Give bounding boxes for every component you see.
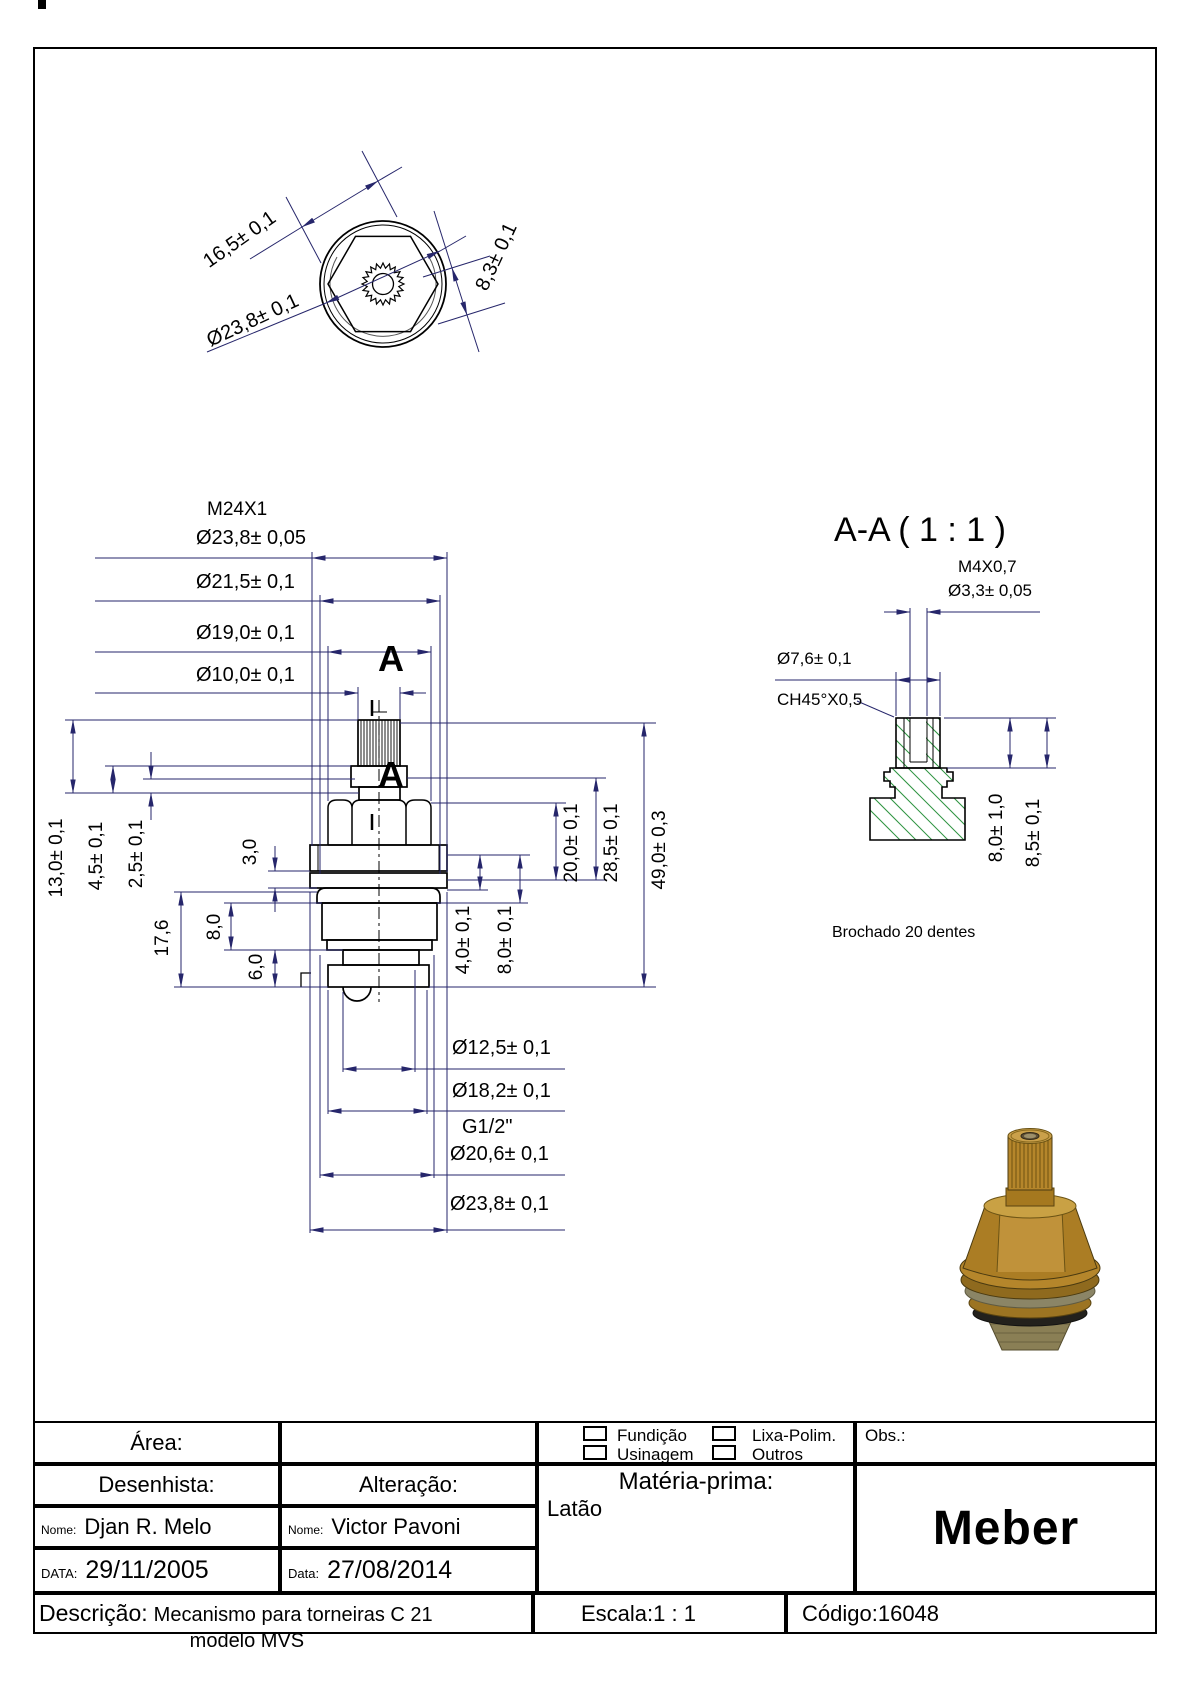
process-cell <box>537 1421 855 1464</box>
modified-date: 27/08/2014 <box>327 1556 453 1584</box>
desenhista-cell <box>33 1464 280 1506</box>
dim-top-diameter: Ø23,8± 0,1 <box>203 289 303 352</box>
section-marker-a-bottom: A <box>378 754 404 795</box>
front-view-dimensions <box>65 552 656 1233</box>
descricao-line2: modelo MVS <box>189 1630 305 1652</box>
dim-len-130: 13,0± 0,1 <box>46 818 68 898</box>
dim-dia-238-bottom: Ø23,8± 0,1 <box>450 1193 549 1215</box>
area-cell <box>33 1421 280 1464</box>
editor-name-cell <box>280 1506 537 1548</box>
lixa-label: Lixa-Polim. <box>752 1426 837 1445</box>
dim-thread-m4: M4X0,7 <box>958 557 1017 576</box>
dim-thread-g12: G1/2" <box>462 1116 513 1138</box>
lixa-checkbox[interactable] <box>712 1426 736 1441</box>
descricao-cell <box>33 1593 533 1652</box>
outros-checkbox[interactable] <box>712 1445 736 1460</box>
dim-dia-238-top: Ø23,8± 0,05 <box>196 527 306 549</box>
section-view-dimensions <box>775 608 1056 768</box>
materia-prima-label: Matéria-prima: <box>618 1468 774 1495</box>
created-date: 29/11/2005 <box>85 1556 209 1584</box>
top-view-geometry <box>320 221 446 347</box>
escala-value: 1 : 1 <box>653 1601 696 1626</box>
obs-cell <box>855 1421 1157 1464</box>
dim-chamfer: CH45°X0,5 <box>777 690 863 709</box>
dim-top-flat: 8,3± 0,1 <box>471 219 522 295</box>
drafter-name-cell <box>33 1506 280 1548</box>
dim-dia-125: Ø12,5± 0,1 <box>452 1037 551 1059</box>
dim-top-width: 16,5± 0,1 <box>199 206 281 273</box>
desenhista-label: Desenhista: <box>98 1472 215 1497</box>
created-date-cell <box>33 1548 280 1593</box>
dim-len-25: 2,5± 0,1 <box>126 819 148 889</box>
codigo-value: 16048 <box>877 1601 940 1626</box>
dim-dia-215: Ø21,5± 0,1 <box>196 571 295 593</box>
modified-date-cell <box>280 1548 537 1593</box>
section-note: Brochado 20 dentes <box>832 924 976 941</box>
dim-len-176: 17,6 <box>152 919 174 957</box>
section-title: A-A ( 1 : 1 ) <box>834 511 1006 550</box>
dim-dia-206: Ø20,6± 0,1 <box>450 1143 549 1165</box>
dim-thread-m24: M24X1 <box>207 499 268 520</box>
dim-len-30: 3,0 <box>240 838 262 866</box>
dim-len-40-right: 4,0± 0,1 <box>453 905 475 975</box>
fundicao-checkbox[interactable] <box>583 1426 607 1441</box>
area-value-cell <box>280 1421 537 1464</box>
codigo-cell <box>786 1593 1157 1634</box>
nome-label-2: Nome: <box>288 1523 324 1537</box>
area-label: Área: <box>130 1429 183 1455</box>
dim-len-85-section: 8,5± 0,1 <box>1023 798 1045 868</box>
dim-len-285: 28,5± 0,1 <box>601 803 623 883</box>
materia-prima-cell <box>537 1464 855 1593</box>
part-3d-render <box>960 1129 1100 1351</box>
alteracao-label: Alteração: <box>358 1472 459 1497</box>
usinagem-label: Usinagem <box>617 1445 694 1464</box>
drafter-name: Djan R. Melo <box>84 1514 212 1539</box>
dim-len-80-left: 8,0 <box>204 913 226 941</box>
dim-dia-182: Ø18,2± 0,1 <box>452 1080 551 1102</box>
descricao-label: Descrição: <box>39 1600 148 1626</box>
dim-len-60: 6,0 <box>246 953 268 981</box>
materia-prima-value: Latão <box>547 1496 603 1521</box>
dim-dia-33: Ø3,3± 0,05 <box>948 581 1032 600</box>
section-view-hatch <box>760 700 1128 860</box>
meber-logo: Meber <box>932 1502 1080 1555</box>
title-block <box>33 1421 1157 1652</box>
dim-len-200: 20,0± 0,1 <box>561 803 583 883</box>
data-label: Data: <box>288 1566 320 1581</box>
dim-len-80-section: 8,0± 1,0 <box>986 793 1008 863</box>
codigo-label: Código: <box>802 1601 878 1626</box>
dim-dia-76: Ø7,6± 0,1 <box>777 649 852 668</box>
obs-label: Obs.: <box>865 1426 906 1445</box>
fundicao-label: Fundição <box>617 1426 687 1445</box>
editor-name: Victor Pavoni <box>331 1514 461 1539</box>
data-label-caps: DATA: <box>41 1566 78 1581</box>
alteracao-cell <box>280 1464 537 1506</box>
escala-cell <box>533 1593 786 1634</box>
usinagem-checkbox[interactable] <box>583 1445 607 1460</box>
escala-label: Escala: <box>581 1601 654 1626</box>
descricao-line1: Mecanismo para torneiras C 21 <box>153 1604 433 1626</box>
dim-len-80-right: 8,0± 0,1 <box>495 905 517 975</box>
dim-dia-100: Ø10,0± 0,1 <box>196 664 295 686</box>
dim-len-490: 49,0± 0,3 <box>649 810 671 890</box>
section-marker-a-top: A <box>378 638 404 679</box>
front-view-geometry <box>301 700 447 1002</box>
dim-len-45: 4,5± 0,1 <box>86 821 108 891</box>
nome-label-1: Nome: <box>41 1523 77 1537</box>
dim-dia-190: Ø19,0± 0,1 <box>196 622 295 644</box>
outros-label: Outros <box>752 1445 804 1464</box>
logo-cell <box>855 1464 1157 1593</box>
